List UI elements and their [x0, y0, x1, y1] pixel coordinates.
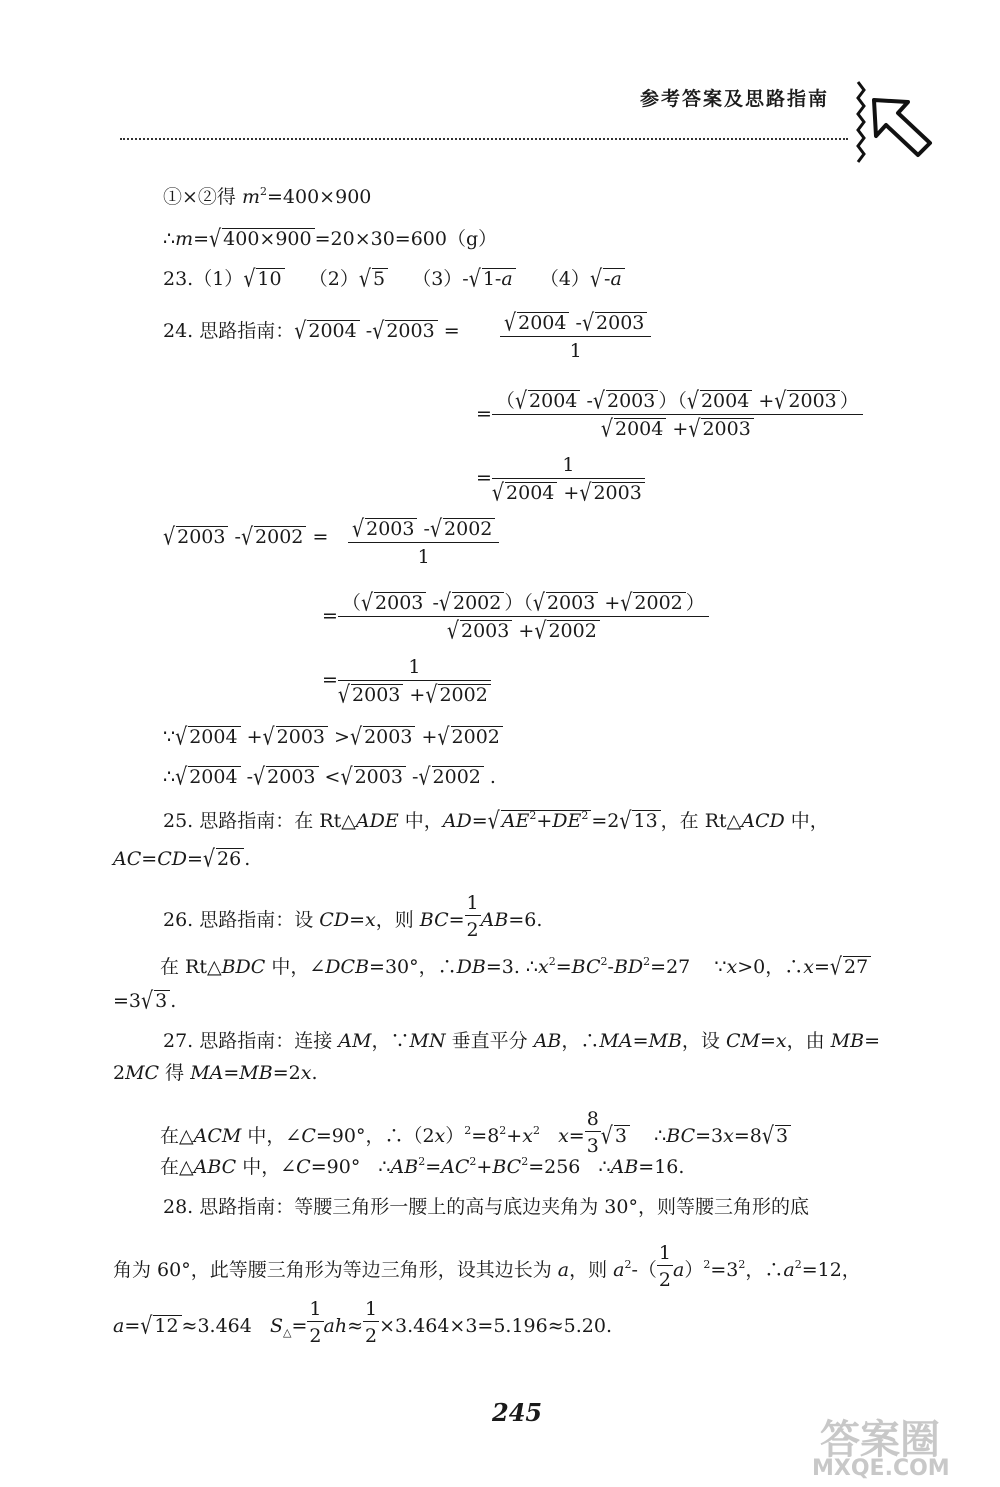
m-equation: ①×②得 $m^2=400\times 900$ [163, 185, 372, 208]
q26-line1: 26. 思路指南：设 CD=x，则 BC= $\frac{1}{2}$ AB=6. [163, 892, 543, 941]
q27-line2: 在△ACM 中，∠C=90°，$\therefore(2x)^2=8^2+x^2$ x= $\frac{8}{3}$ √ 3 ∴BC=3x=8√ 3 [160, 1108, 791, 1157]
q26-line3: =3√ 3 . [113, 987, 177, 1015]
q24-frac1: $\frac{√ 2004 -√ 2003}{1}$ [500, 312, 651, 362]
q24-line1: 24. 思路指南：√ 2004 -√ 2003 = [163, 317, 460, 345]
watermark-logo: 答案圈 [820, 1417, 940, 1463]
q24-conclusion2: ∴√ 2004 -√ 2003 <√ 2003 -√ 2002 . [163, 763, 496, 791]
q26-line2: 在 Rt△BDC 中，∠DCB=30°，∴DB=3. $\therefore x^2=BC^2-BD^2=27$ ∵x>0，∴x=√ 27 [160, 956, 871, 978]
q24-step5: = $\frac{(√ 2003 -√ 2002 )(√ 2003 +√ 2002 )}{√ 2003 +√ 2002}$ [322, 592, 709, 642]
q28-line1b: 角为 60°，此等腰三角形为等边三角形，设其边长为 a，则 $a^2-$（ $\frac{1}{2}$ $a)^2=3^2$，$\therefore a^2=12$， [113, 1242, 861, 1291]
q23: 23.（1）√ 10 （2）√ 5 （3）-√ 1-a （4）√ -a [163, 268, 625, 290]
q25-line2: AC=CD=√ 26 . [113, 845, 251, 873]
running-header: 参考答案及思路指南 [640, 88, 830, 110]
q24-step2: = $\frac{(√ 2004 -√ 2003 )(√ 2004 +√ 2003 )}{√ 2004 +√ 2003}$ [476, 390, 863, 440]
q24-line2: √ 2003 -√ 2002 = [163, 523, 329, 551]
q24-step3: = $\frac{1}{√ 2004 +√ 2003}$ [476, 454, 645, 504]
q27-line3: 在△ABC 中，∠C=90° $\therefore AB^2=AC^2+BC^2=256$ ∴AB=16. [160, 1155, 685, 1178]
q25-line1: 25. 思路指南：在 Rt△ADE 中，AD=√ $AE^2+DE^2 =2√$ 13 ，在 Rt△ACD 中， [163, 807, 829, 835]
header-dotted-rule [120, 138, 848, 140]
q24-head: 24. 思路指南： [163, 320, 295, 342]
m-result: ∴m=√ 400×900 =20×30=600（g） [163, 225, 498, 253]
q28-line2: a=√ 12 ≈3.464 $S_\triangle=$ $\frac{1}{2}$ ah≈ $\frac{1}{2}$ ×3.464×3=5.196≈5.20. [113, 1298, 612, 1347]
q27-line1: 27. 思路指南：连接 AM，∵MN 垂直平分 AB，∴MA=MB，设 CM=x，由 MB= [163, 1030, 880, 1052]
arrow-icon [850, 80, 936, 170]
page-number: 245 [492, 1398, 543, 1427]
q24-conclusion1: ∵√ 2004 +√ 2003 >√ 2003 +√ 2002 [163, 726, 503, 748]
q24-step6: = $\frac{1}{√ 2003 +√ 2002}$ [322, 656, 491, 706]
q27-line1b: 2MC 得 MA=MB=2x. [113, 1062, 318, 1084]
q24-frac2: $\frac{√ 2003 -√ 2002}{1}$ [348, 518, 499, 568]
watermark-url: MXQE.COM [812, 1456, 950, 1481]
q28-line1: 28. 思路指南：等腰三角形一腰上的高与底边夹角为 30°，则等腰三角形的底 [163, 1196, 809, 1218]
